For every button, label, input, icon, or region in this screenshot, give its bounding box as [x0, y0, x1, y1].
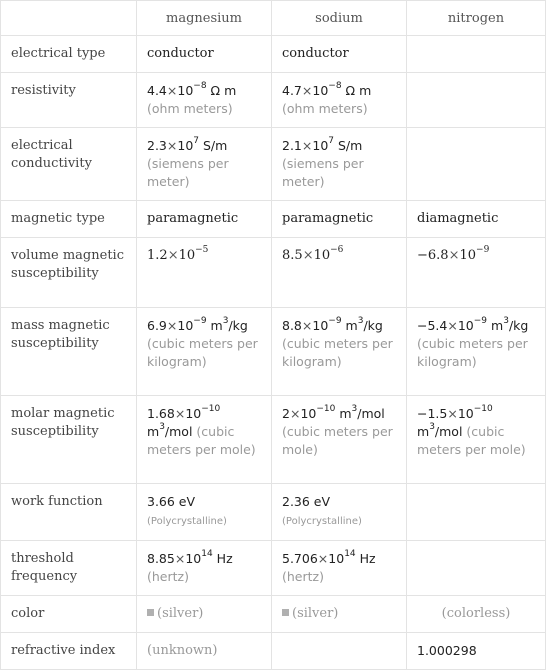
exponent: −6	[330, 245, 344, 255]
times-sign: ×	[167, 248, 179, 263]
header-row	[1, 1, 546, 36]
unit-note: (ohm meters)	[282, 101, 368, 116]
mantissa: 6.9	[147, 318, 167, 333]
times-sign: ×	[301, 138, 313, 153]
cell-nitrogen: $-5.4\times 10^{-9}$ $m^3/kg$ (cubic meters per kilogram)	[407, 308, 546, 396]
cell-sodium: paramagnetic	[272, 201, 407, 238]
mantissa: 8.8	[282, 318, 302, 333]
unit: Ω m	[345, 83, 372, 98]
unit-note: (cubic meters per mole)	[417, 424, 526, 457]
cell-magnesium: $4.4\times 10^{-8}$ Ω m (ohm meters)	[137, 73, 272, 128]
cell-nitrogen: diamagnetic	[407, 201, 546, 238]
cell-sodium: $8.5\times 10^{-6}$	[272, 238, 407, 308]
cell-magnesium: $8.85\times 10^{14}$ Hz (hertz)	[137, 541, 272, 596]
cell-sodium: $4.7\times 10^{-8}$ Ω m (ohm meters)	[272, 73, 407, 128]
cell-sodium: $5.706\times 10^{14}$ Hz (hertz)	[272, 541, 407, 596]
mantissa: 1.2	[147, 248, 168, 263]
exponent: −5	[195, 245, 209, 255]
cell-magnesium	[137, 633, 272, 670]
row-work-function	[1, 484, 546, 541]
mantissa: 2.3	[147, 138, 167, 153]
unit-note: (cubic meters per mole)	[282, 424, 393, 457]
value-note: (Polycrystalline)	[282, 516, 362, 527]
row-label: mass magnetic susceptibility	[1, 308, 137, 396]
mantissa: −1.5	[417, 406, 448, 421]
unit-a: m	[491, 318, 504, 333]
unit-note: (cubic meters per kilogram)	[417, 336, 528, 369]
unit-note: (cubic meters per kilogram)	[147, 336, 258, 369]
unit: S/m	[338, 138, 363, 153]
unit: Hz	[216, 551, 233, 566]
exponent: 7	[328, 136, 335, 146]
row-label: resistivity	[1, 73, 137, 128]
mantissa: 2.1	[282, 138, 302, 153]
unit-exponent: 3	[351, 404, 358, 414]
unit-b: /mol	[357, 406, 385, 421]
unit-a: m	[339, 406, 352, 421]
unit-note: (ohm meters)	[147, 101, 233, 116]
header-blank	[1, 1, 137, 36]
unit-note: (hertz)	[282, 569, 324, 584]
cell-magnesium: $2.3\times 10^7$ S/m (siemens per meter)	[137, 128, 272, 201]
exponent: −9	[476, 245, 490, 255]
cell-magnesium: paramagnetic	[137, 201, 272, 238]
exponent: 14	[201, 549, 213, 559]
cell-magnesium	[137, 596, 272, 633]
cell-sodium: $8.8\times 10^{-9}$ $m^3/kg$ (cubic meters per kilogram)	[272, 308, 407, 396]
color-swatch	[282, 609, 289, 616]
row-electrical-type	[1, 36, 546, 73]
color-name: (colorless)	[441, 606, 511, 621]
row-label: color	[1, 596, 137, 633]
mantissa: −5.4	[417, 318, 448, 333]
unit-b: /kg	[228, 318, 248, 333]
row-refractive-index	[1, 633, 546, 670]
cell-sodium: conductor	[272, 36, 407, 73]
cell-nitrogen	[407, 541, 546, 596]
cell-magnesium: $1.68\times 10^{-10}$ $m^3$/mol (cubic meters per mole)	[137, 396, 272, 484]
times-sign: ×	[289, 406, 301, 421]
times-sign: ×	[301, 83, 313, 98]
cell-sodium: $2\times 10^{-10}$ $m^3$/mol (cubic meters per mole)	[272, 396, 407, 484]
times-sign: ×	[447, 406, 458, 421]
mantissa: 4.4	[147, 83, 167, 98]
value: 2.36 eV	[282, 494, 331, 509]
times-sign: ×	[174, 406, 186, 421]
mantissa: 8.85	[147, 551, 175, 566]
cell-magnesium: $1.2\times 10^{-5}$	[137, 238, 272, 308]
cell-sodium	[272, 633, 407, 670]
cell-nitrogen: $-6.8\times 10^{-9}$	[407, 238, 546, 308]
mantissa: 4.7	[282, 83, 302, 98]
header-sodium: sodium	[272, 1, 407, 36]
row-color	[1, 596, 546, 633]
row-resistivity	[1, 73, 546, 128]
unit: S/m	[203, 138, 228, 153]
cell-nitrogen	[407, 73, 546, 128]
row-label: electrical type	[1, 36, 137, 73]
row-volume-magnetic-susceptibility	[1, 238, 546, 308]
cell-nitrogen	[407, 36, 546, 73]
unit-note: (siemens per meter)	[147, 156, 229, 189]
unit-exponent: 3	[159, 422, 165, 432]
cell-nitrogen: 1.000298	[407, 633, 546, 670]
mantissa: −6.8	[417, 248, 449, 263]
unit: Ω m	[210, 83, 237, 98]
exponent: −10	[316, 404, 336, 414]
unit-a: m	[147, 424, 160, 439]
unit-exponent: 3	[222, 316, 229, 326]
row-label: work function	[1, 484, 137, 541]
row-label: electrical conductivity	[1, 128, 137, 201]
cell-sodium	[272, 596, 407, 633]
unit-a: m	[210, 318, 223, 333]
times-sign: ×	[447, 318, 458, 333]
exponent: −8	[328, 81, 342, 91]
unit-b: /mol	[434, 424, 463, 439]
exponent: −9	[193, 316, 207, 326]
unknown-value: (unknown)	[147, 643, 218, 658]
header-nitrogen: nitrogen	[407, 1, 546, 36]
color-name: (silver)	[292, 606, 339, 621]
row-electrical-conductivity	[1, 128, 546, 201]
cell-nitrogen	[407, 484, 546, 541]
exponent: −9	[328, 316, 342, 326]
mantissa: 5.706	[282, 551, 318, 566]
row-label: volume magnetic susceptibility	[1, 238, 137, 308]
unit: Hz	[359, 551, 376, 566]
exponent: −10	[473, 404, 493, 414]
header-magnesium: magnesium	[137, 1, 272, 36]
exponent: −10	[201, 404, 221, 414]
unit-a: m	[417, 424, 430, 439]
unit-b: /mol	[164, 424, 193, 439]
unit-a: m	[345, 318, 358, 333]
mantissa: 1.68	[147, 406, 175, 421]
unit-note: (siemens per meter)	[282, 156, 364, 189]
times-sign: ×	[302, 248, 314, 263]
unit-note: (hertz)	[147, 569, 189, 584]
exponent: −9	[473, 316, 488, 326]
unit-note: (cubic meters per mole)	[147, 424, 256, 457]
mantissa: 8.5	[282, 248, 303, 263]
times-sign: ×	[166, 83, 178, 98]
row-label: refractive index	[1, 633, 137, 670]
row-label: threshold frequency	[1, 541, 137, 596]
unit-note: (cubic meters per kilogram)	[282, 336, 393, 369]
value-note: (Polycrystalline)	[147, 516, 227, 527]
cell-nitrogen	[407, 596, 546, 633]
times-sign: ×	[174, 551, 186, 566]
cell-magnesium: conductor	[137, 36, 272, 73]
cell-magnesium	[137, 484, 272, 541]
times-sign: ×	[166, 318, 178, 333]
color-name: (silver)	[157, 606, 204, 621]
row-molar-magnetic-susceptibility	[1, 396, 546, 484]
unit-b: /kg	[363, 318, 383, 333]
unit-b: /kg	[508, 318, 529, 333]
unit-exponent: 3	[429, 422, 435, 432]
mantissa: 2	[282, 406, 290, 421]
row-label: magnetic type	[1, 201, 137, 238]
value: 3.66 eV	[147, 494, 196, 509]
row-label: molar magnetic susceptibility	[1, 396, 137, 484]
row-magnetic-type	[1, 201, 546, 238]
unit-exponent: 3	[503, 316, 509, 326]
cell-magnesium: $6.9\times 10^{-9}$ $m^3/kg$ (cubic meters per kilogram)	[137, 308, 272, 396]
cell-nitrogen: $-1.5\times 10^{-10}$ $m^3$/mol (cubic meters per mole)	[407, 396, 546, 484]
row-mass-magnetic-susceptibility	[1, 308, 546, 396]
cell-sodium: $2.1\times 10^7$ S/m (siemens per meter)	[272, 128, 407, 201]
exponent: 7	[193, 136, 200, 146]
row-threshold-frequency	[1, 541, 546, 596]
exponent: 14	[344, 549, 356, 559]
color-swatch	[147, 609, 154, 616]
cell-nitrogen	[407, 128, 546, 201]
times-sign: ×	[317, 551, 329, 566]
times-sign: ×	[448, 248, 460, 263]
exponent: −8	[193, 81, 207, 91]
unit-exponent: 3	[357, 316, 364, 326]
times-sign: ×	[301, 318, 313, 333]
times-sign: ×	[166, 138, 178, 153]
cell-sodium	[272, 484, 407, 541]
